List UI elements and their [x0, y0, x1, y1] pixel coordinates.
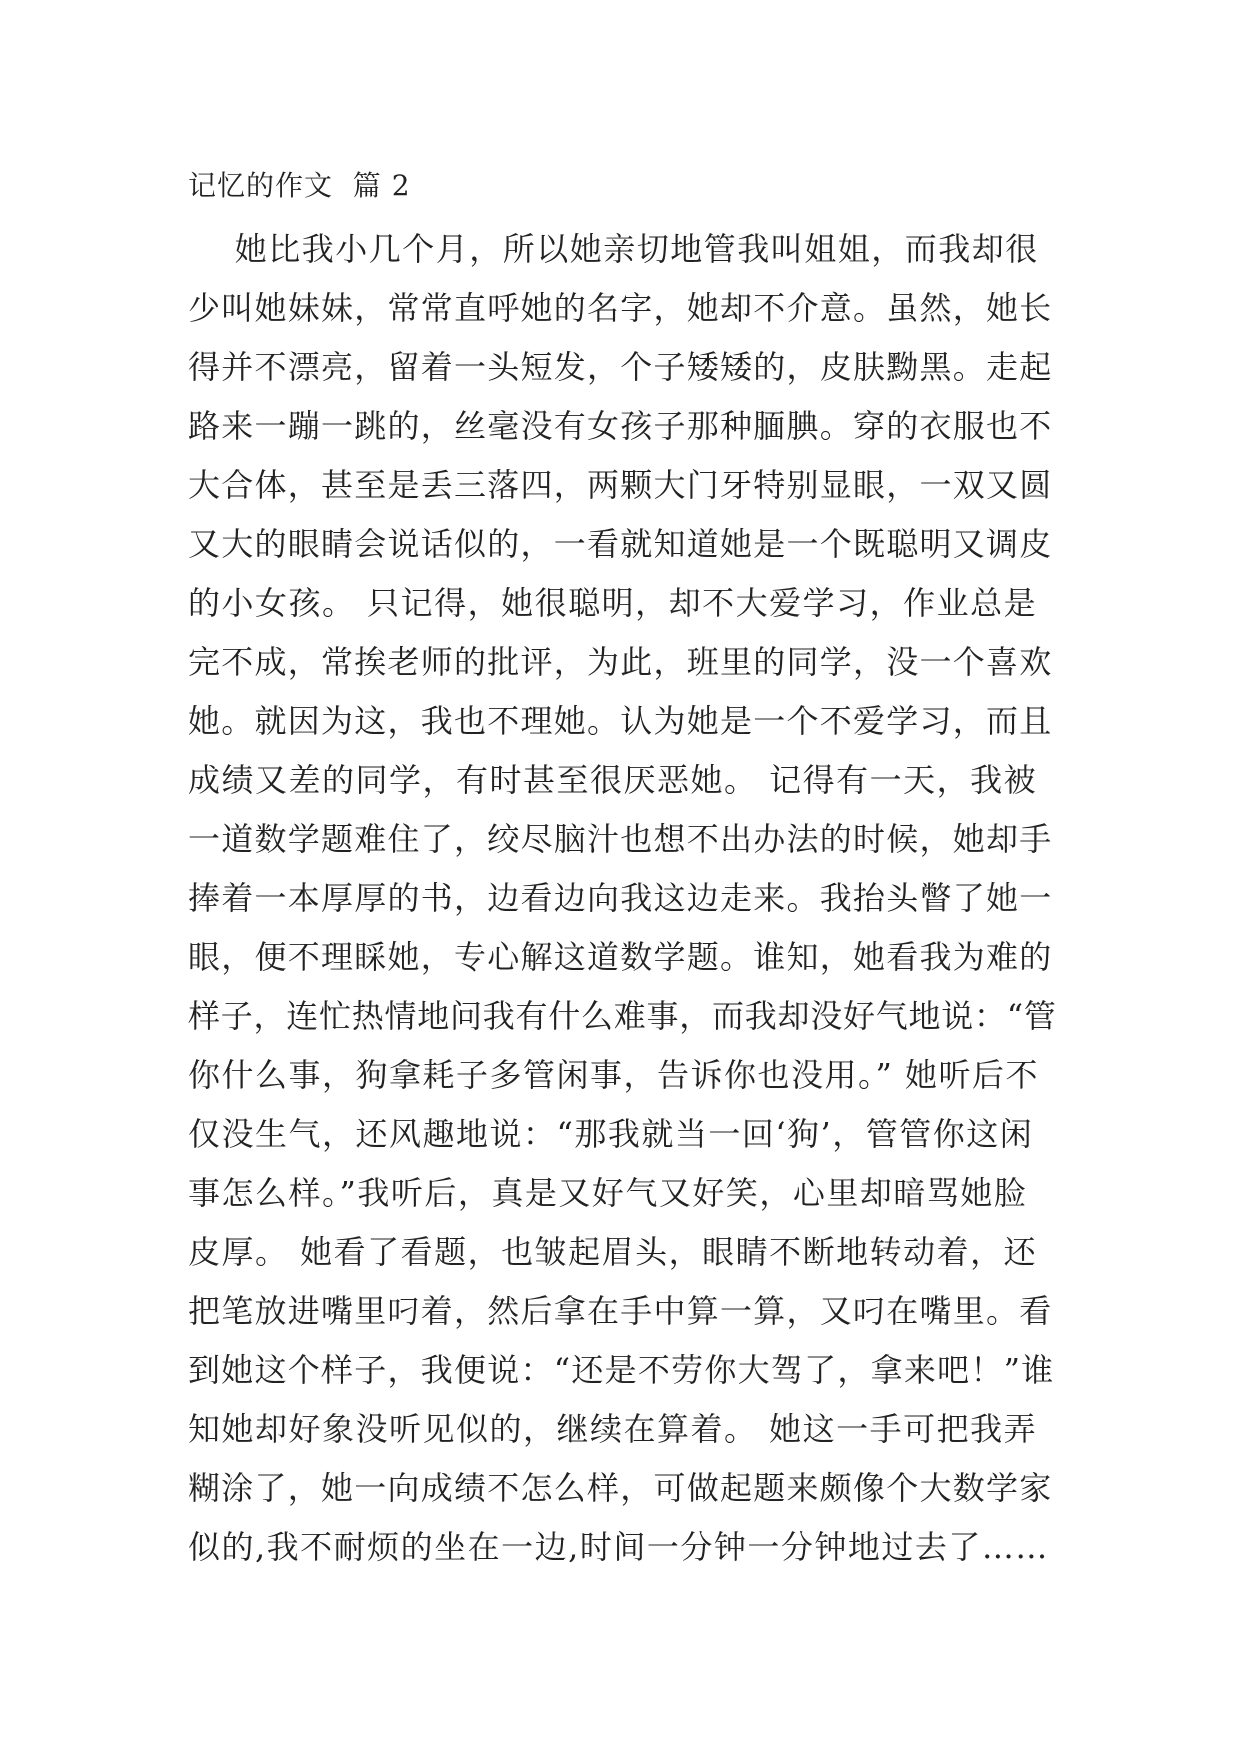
- text-line: 成绩又差的同学，有时甚至很厌恶她。 记得有一天，我被: [188, 761, 1038, 799]
- text-line: 样子，连忙热情地问我有什么难事，而我却没好气地说：“管: [188, 997, 1057, 1035]
- text-line: 路来一蹦一跳的，丝毫没有女孩子那种腼腆。穿的衣服也不: [188, 407, 1053, 445]
- text-line: 皮厚。 她看了看题，也皱起眉头，眼睛不断地转动着，还: [188, 1233, 1038, 1271]
- text-line: 完不成，常挨老师的批评，为此，班里的同学，没一个喜欢: [188, 643, 1053, 681]
- text-line: 捧着一本厚厚的书，边看边向我这边走来。我抬头瞥了她一: [188, 879, 1053, 917]
- text-line: 把笔放进嘴里叼着，然后拿在手中算一算，又叼在嘴里。看: [188, 1292, 1053, 1330]
- text-line: 她。就因为这，我也不理她。认为她是一个不爱学习，而且: [188, 702, 1053, 740]
- text-line: 眼，便不理睬她，专心解这道数学题。谁知，她看我为难的: [188, 938, 1053, 976]
- text-line: 到她这个样子，我便说：“还是不劳你大驾了，拿来吧！”谁: [188, 1351, 1055, 1389]
- document-title: 记忆的作文 篇 2: [188, 169, 411, 202]
- text-line: 你什么事，狗拿耗子多管闲事，告诉你也没用。” 她听后不: [188, 1056, 1040, 1094]
- text-line: 少叫她妹妹，常常直呼她的名字，她却不介意。虽然，她长: [188, 289, 1053, 327]
- text-line: 得并不漂亮，留着一头短发，个子矮矮的，皮肤黝黑。走起: [188, 348, 1053, 386]
- text-line: 大合体，甚至是丢三落四，两颗大门牙特别显眼，一双又圆: [188, 466, 1053, 504]
- text-line: 糊涂了，她一向成绩不怎么样，可做起题来颇像个大数学家: [188, 1469, 1053, 1507]
- text-line: 仅没生气，还风趣地说：“那我就当一回‘狗’，管管你这闲: [188, 1115, 1034, 1153]
- text-line: 的小女孩。 只记得，她很聪明，却不大爱学习，作业总是: [188, 584, 1038, 622]
- text-line: 又大的眼睛会说话似的，一看就知道她是一个既聪明又调皮: [188, 525, 1053, 563]
- text-line: 似的,我不耐烦的坐在一边,时间一分钟一分钟地过去了……: [188, 1528, 1049, 1566]
- text-line: 她比我小几个月，所以她亲切地管我叫姐姐，而我却很: [188, 230, 1039, 268]
- text-line: 一道数学题难住了，绞尽脑汁也想不出办法的时候，她却手: [188, 820, 1053, 858]
- text-line: 事怎么样。”我听后，真是又好气又好笑，心里却暗骂她脸: [188, 1174, 1028, 1212]
- text-line: 知她却好象没听见似的，继续在算着。 她这一手可把我弄: [188, 1410, 1038, 1448]
- document-body: [188, 220, 1058, 1577]
